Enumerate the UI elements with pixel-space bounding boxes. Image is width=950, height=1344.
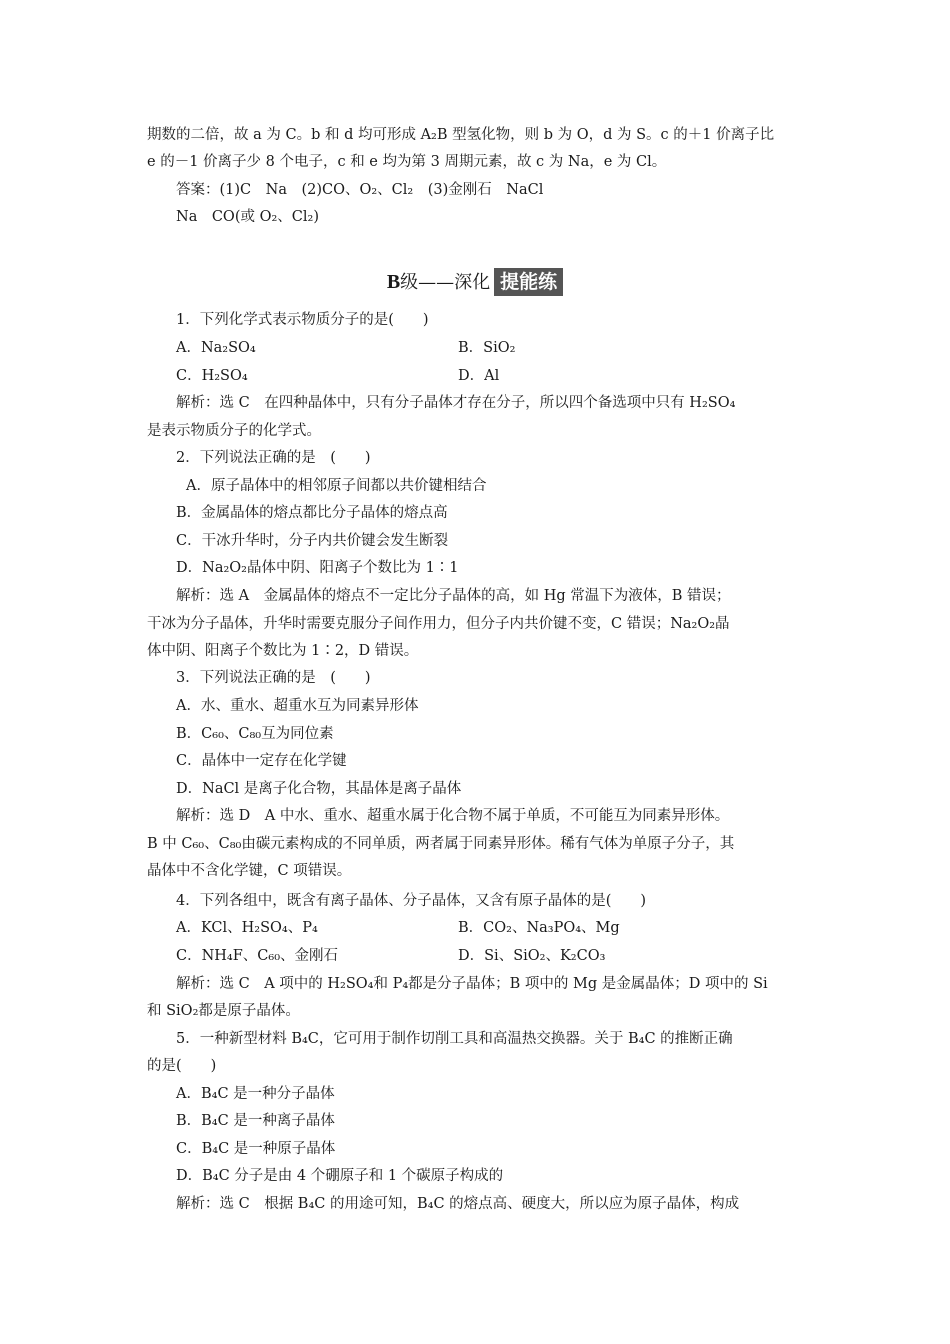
answer-line: 答案：(1)C Na (2)CO、O₂、Cl₂ (3)金刚石 NaCl	[176, 182, 544, 198]
section-badge: 提能练	[494, 268, 563, 296]
question-2-stem: 2．下列说法正确的是 ( )	[176, 450, 371, 466]
question-2-option-b: B．金属晶体的熔点都比分子晶体的熔点高	[176, 505, 448, 521]
section-title: 级——深化	[400, 272, 491, 293]
question-1-option-a: A．Na₂SO₄	[176, 340, 256, 356]
answer-line: Na CO(或 O₂、Cl₂)	[176, 209, 319, 225]
question-1-option-b: B．SiO₂	[458, 340, 516, 356]
question-5-stem: 5．一种新型材料 B₄C，它可用于制作切削工具和高温热交换器。关于 B₄C 的推断正确	[176, 1031, 733, 1047]
question-3-stem: 3．下列说法正确的是 ( )	[176, 670, 371, 686]
question-4-option-a: A．KCl、H₂SO₄、P₄	[176, 920, 318, 936]
question-1-option-c: C．H₂SO₄	[176, 368, 248, 384]
question-3-option-c: C．晶体中一定存在化学键	[176, 753, 347, 769]
question-3-explanation: B 中 C₆₀、C₈₀由碳元素构成的不同单质，两者属于同素异形体。稀有气体为单原子分子，其	[147, 836, 735, 852]
question-2-explanation: 体中阴、阳离子个数比为 1∶2，D 错误。	[147, 643, 419, 659]
question-2-option-a: A．原子晶体中的相邻原子间都以共价键相结合	[186, 478, 487, 494]
question-1-stem: 1．下列化学式表示物质分子的是( )	[176, 312, 429, 328]
text-line: 期数的二倍，故 a 为 C。b 和 d 均可形成 A₂B 型氢化物，则 b 为 O，d 为 S。c 的＋1 价离子比	[147, 127, 775, 143]
question-5-option-c: C．B₄C 是一种原子晶体	[176, 1141, 336, 1157]
question-5-option-d: D．B₄C 分子是由 4 个硼原子和 1 个碳原子构成的	[176, 1168, 504, 1184]
question-5-explanation: 解析：选 C 根据 B₄C 的用途可知，B₄C 的熔点高、硬度大，所以应为原子晶体，构成	[176, 1196, 740, 1212]
question-4-stem: 4．下列各组中，既含有离子晶体、分子晶体，又含有原子晶体的是( )	[176, 893, 647, 909]
question-3-explanation: 解析：选 D A 中水、重水、超重水属于化合物不属于单质，不可能互为同素异形体。	[176, 808, 730, 824]
question-4-explanation: 和 SiO₂都是原子晶体。	[147, 1003, 300, 1019]
question-4-option-c: C．NH₄F、C₆₀、金刚石	[176, 948, 339, 964]
question-3-option-a: A．水、重水、超重水互为同素异形体	[176, 698, 419, 714]
question-1-option-d: D．Al	[458, 368, 500, 384]
question-2-explanation: 解析：选 A 金属晶体的熔点不一定比分子晶体的高，如 Hg 常温下为液体，B 错误；	[176, 588, 731, 604]
question-5-stem: 的是( )	[147, 1058, 217, 1074]
question-1-explanation: 解析：选 C 在四种晶体中，只有分子晶体才存在分子，所以四个备选项中只有 H₂SO₄	[176, 395, 736, 411]
question-2-option-d: D．Na₂O₂晶体中阴、阳离子个数比为 1∶1	[176, 560, 459, 576]
question-5-option-a: A．B₄C 是一种分子晶体	[176, 1086, 335, 1102]
section-level: B	[386, 271, 401, 293]
question-3-explanation: 晶体中不含化学键，C 项错误。	[147, 863, 352, 879]
question-3-option-b: B．C₆₀、C₈₀互为同位素	[176, 726, 334, 742]
text-line: e 的－1 价离子少 8 个电子，c 和 e 均为第 3 周期元素，故 c 为 Na，e 为 Cl。	[147, 154, 667, 170]
question-4-option-b: B．CO₂、Na₃PO₄、Mg	[458, 920, 620, 936]
question-1-explanation: 是表示物质分子的化学式。	[147, 423, 321, 439]
question-2-option-c: C．干冰升华时，分子内共价键会发生断裂	[176, 533, 449, 549]
question-3-option-d: D．NaCl 是离子化合物，其晶体是离子晶体	[176, 781, 462, 797]
question-5-option-b: B．B₄C 是一种离子晶体	[176, 1113, 335, 1129]
question-4-explanation: 解析：选 C A 项中的 H₂SO₄和 P₄都是分子晶体；B 项中的 Mg 是金属晶体；D 项中的 Si	[176, 976, 768, 992]
question-2-explanation: 干冰为分子晶体，升华时需要克服分子间作用力，但分子内共价键不变，C 错误；Na₂O₂晶	[147, 616, 730, 632]
section-heading	[0, 268, 950, 297]
question-4-option-d: D．Si、SiO₂、K₂CO₃	[458, 948, 606, 964]
